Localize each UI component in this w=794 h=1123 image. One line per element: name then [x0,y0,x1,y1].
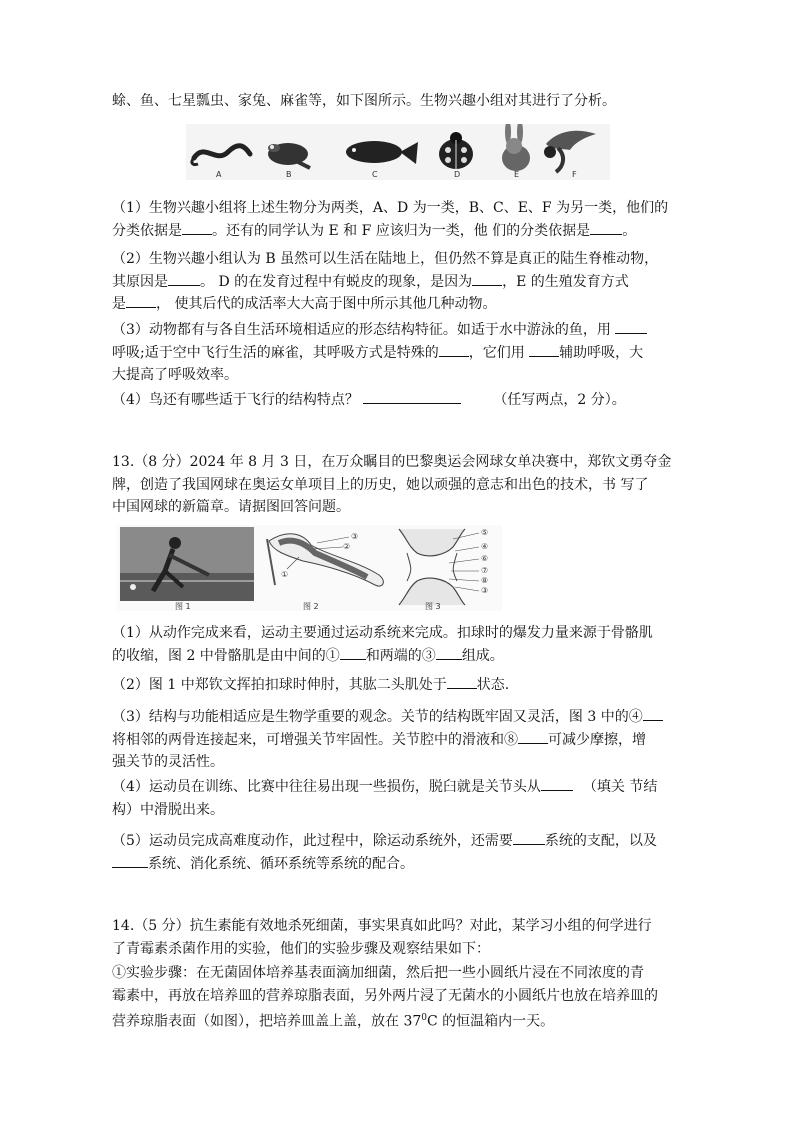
answer-blank[interactable] [513,830,545,845]
animal-label-a: A [216,170,222,179]
animal-label-d: D [454,170,461,179]
animal-label-c: C [372,170,378,179]
q12-part4: （4）鸟还有哪些适于飞行的结构特点？ （任写两点，2 分）。 [112,389,682,412]
fig3-mark-8: ⑧ [481,576,489,585]
answer-blank[interactable] [529,342,559,357]
fig3-mark-4: ④ [481,542,489,551]
degree-superscript: 0 [421,1013,427,1023]
fig3-caption: 图 3 [425,602,441,611]
fig3-mark-5: ⑤ [481,528,489,537]
answer-blank[interactable] [340,645,366,660]
animals-figure [186,124,610,180]
q13-intro: 13.（8 分）2024 年 8 月 3 日，在万众瞩目的巴黎奥运会网球女单决赛中，郑钦文勇夺金 牌，创造了我国网球在奥运女单项目上的历史，她以顽强的意志和出色的技术，书 写了 中国网球的新篇章。请据图回答问题。 [112,454,672,515]
intro-text: 蜍、鱼、七星瓢虫、家兔、麻雀等，如下图所示。生物兴趣小组对其进行了分析。 [112,93,616,109]
q13-part3: （3）结构与功能相适应是生物学重要的观念。关节的结构既牢固又灵活，图 3 中的④ 将相邻的两骨连接起来，可增强关节牢固性。关节腔中的滑液和⑧ 可减少摩擦，增 强关节的灵活性。 [112,706,682,774]
fig2-mark-1: ① [281,570,289,579]
answer-blank[interactable] [126,293,156,308]
answer-blank[interactable] [363,389,461,404]
q13-part1: （1）从动作完成来看，运动主要通过运动系统来完成。扣球时的爆发力量来源于骨骼肌 的收缩，图 2 中骨骼肌是由中间的① 和两端的③ 组成。 [112,625,653,664]
q13-part2: （2）图 1 中郑钦文挥拍扣球时伸肘，其肱二头肌处于 状态. [112,674,682,697]
fig3-mark-3: ③ [481,586,489,595]
q14-step1: ①实验步骤：在无菌固体培养基表面滴加细菌，然后把一些小圆纸片浸在不同浓度的青 霉素中，再放在培养皿的营养琼脂表面，另外两片浸了无菌水的小圆纸片也放在培养皿的 营养琼脂表面（如图），把培养皿盖上盖，放在 $37^0C$ 的恒温箱内一天。 [112,965,658,1030]
answer-blank[interactable] [615,319,647,334]
fig3-mark-7: ⑦ [481,566,489,575]
fig1-caption: 图 1 [175,602,191,611]
answer-blank[interactable] [439,342,469,357]
animal-label-e: E [514,170,520,179]
animal-label-b: B [286,170,292,179]
fig2-caption: 图 2 [303,602,319,611]
fig3-mark-6: ⑥ [481,554,489,563]
answer-blank[interactable] [168,271,200,286]
fig2-mark-3: ③ [351,532,359,541]
answer-blank[interactable] [472,271,502,286]
answer-blank[interactable] [436,645,462,660]
q12-part1: （1）生物兴趣小组将上述生物分为两类，A、D 为一类，B、C、E、F 为另一类，他们的 分类依据是 。还有的同学认为 E 和 F 应该归为一类，他 们的分类依据是 。 [112,200,669,239]
q13-part4: （4）运动员在训练、比赛中往往易出现一些损伤，脱臼就是关节头从 （填关 节结 构）中滑脱出来。 [112,776,682,821]
q12-part2: （2）生物兴趣小组认为 B 虽然可以生活在陆地上，但仍然不算是真正的陆生脊椎动物， 其原因是 。 D 的在发育过程中有蜕皮的现象，是因为 ，E 的生殖发育方式 是 ， 使其后代的成活率大大高于图中所示其他几种动物。 [112,251,659,312]
answer-blank[interactable] [590,220,622,235]
q13-part5: （5）运动员完成高难度动作，此过程中，除运动系统外，还需要 系统的支配，以及 系统、消化系统、循环系统等系统的配合。 [112,830,682,875]
q12-part3: （3）动物都有与各自生活环境相适应的形态结构特征。如适于水中游泳的鱼，用 呼吸;适于空中飞行生活的麻雀，其呼吸方式是特殊的 ，它们用 辅助呼吸，大 大提高了呼吸效率。 [112,319,682,387]
answer-blank[interactable] [112,853,148,868]
answer-blank[interactable] [447,674,477,689]
joint-figure [117,525,502,611]
answer-blank[interactable] [182,220,212,235]
answer-blank[interactable] [541,776,573,791]
answer-blank[interactable] [518,729,548,744]
q14-intro: 14.（5 分）抗生素能有效地杀死细菌，事实果真如此吗？对此，某学习小组的何学进行 了青霉素杀菌作用的实验，他们的实验步骤及观察结果如下： [112,918,652,957]
animal-label-f: F [572,170,577,179]
answer-blank[interactable] [643,706,663,721]
tennis-player-photo [120,527,254,601]
fig2-mark-2: ② [343,542,351,551]
